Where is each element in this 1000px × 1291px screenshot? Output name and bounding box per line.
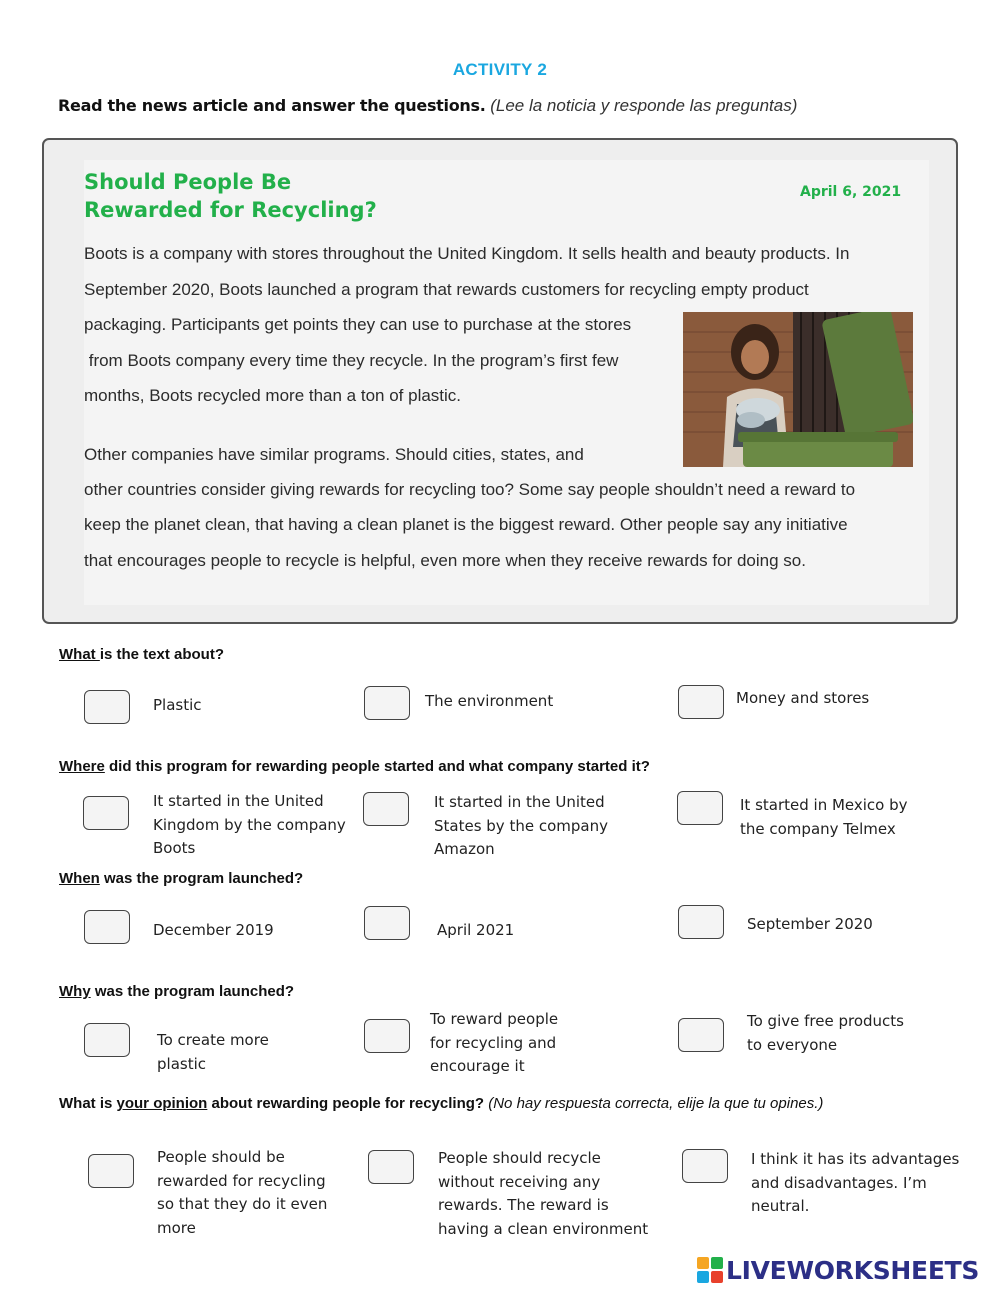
question-text: What is xyxy=(59,1095,117,1112)
question-keyword: What xyxy=(59,646,100,663)
question-text: about rewarding people for recycling? xyxy=(207,1095,489,1112)
answer-option: People should be rewarded for recycling so that they do it even more xyxy=(157,1148,328,1237)
answer-checkbox[interactable] xyxy=(364,906,410,940)
instructions-italic: (Lee la noticia y responde las preguntas) xyxy=(490,96,798,115)
answer-option: Plastic xyxy=(153,696,202,714)
question-note: (No hay respuesta correcta, elije la que tu opines.) xyxy=(488,1095,824,1112)
answer-checkbox[interactable] xyxy=(677,791,723,825)
answer-checkbox[interactable] xyxy=(678,685,724,719)
answer-checkbox[interactable] xyxy=(88,1154,134,1188)
question-text: was the program launched? xyxy=(90,983,295,1000)
question-4 xyxy=(59,983,294,1000)
article-line: Other companies have similar programs. Should cities, states, and xyxy=(84,445,584,464)
question-keyword: Why xyxy=(59,983,91,1000)
article-line: from Boots company every time they recycle. In the program’s first few xyxy=(84,351,619,370)
answer-checkbox[interactable] xyxy=(678,1018,724,1052)
question-5 xyxy=(59,1095,823,1112)
answer-checkbox[interactable] xyxy=(682,1149,728,1183)
article-line: September 2020, Boots launched a program that rewards customers for recycling empty product xyxy=(84,280,809,299)
answer-option: Money and stores xyxy=(736,689,870,707)
article-line: Boots is a company with stores throughout the United Kingdom. It sells health and beauty products. In xyxy=(84,244,850,263)
question-text: is the text about? xyxy=(99,646,225,663)
instructions xyxy=(58,96,797,116)
article-title-line: Rewarded for Recycling? xyxy=(84,198,377,222)
activity-title: ACTIVITY 2 xyxy=(452,60,548,79)
instructions-bold: Read the news article and answer the questions. xyxy=(58,96,486,115)
answer-option: December 2019 xyxy=(153,921,274,939)
article-line: keep the planet clean, that having a clean planet is the biggest reward. Other people say any initiative xyxy=(84,515,848,534)
answer-option: It started in the United Kingdom by the company Boots xyxy=(153,792,346,857)
article-line: other countries consider giving rewards for recycling too? Some say people shouldn’t need a reward to xyxy=(84,480,856,499)
question-text: was the program launched? xyxy=(99,870,304,887)
article-line: months, Boots recycled more than a ton of plastic. xyxy=(84,386,462,405)
answer-checkbox[interactable] xyxy=(364,686,410,720)
question-keyword: When xyxy=(59,870,100,887)
brand-name: LIVEWORKSHEETS xyxy=(726,1255,980,1285)
answer-checkbox[interactable] xyxy=(84,1023,130,1057)
answer-checkbox[interactable] xyxy=(84,910,130,944)
article-date: April 6, 2021 xyxy=(800,184,902,200)
answer-option: It started in the United States by the company Amazon xyxy=(434,793,608,858)
answer-option: People should recycle without receiving any rewards. The reward is having a clean environment xyxy=(438,1149,649,1238)
answer-checkbox[interactable] xyxy=(368,1150,414,1184)
answer-option: I think it has its advantages and disadvantages. I’m neutral. xyxy=(751,1150,960,1215)
question-keyword: your opinion xyxy=(116,1095,208,1112)
answer-option: The environment xyxy=(425,692,554,710)
answer-option: It started in Mexico by the company Telmex xyxy=(740,796,908,838)
answer-option: To give free products to everyone xyxy=(747,1012,904,1054)
answer-checkbox[interactable] xyxy=(678,905,724,939)
answer-checkbox[interactable] xyxy=(83,796,129,830)
brand-logo xyxy=(697,1254,979,1286)
answer-option: April 2021 xyxy=(437,921,515,939)
liveworksheets-icon xyxy=(697,1257,723,1283)
question-1 xyxy=(59,646,224,663)
article-title-line: Should People Be xyxy=(84,170,292,194)
article-line: that encourages people to recycle is helpful, even more when they receive rewards for doing so. xyxy=(84,551,806,570)
article-photo xyxy=(683,312,913,467)
answer-option: To create more plastic xyxy=(157,1031,269,1073)
question-2 xyxy=(59,758,650,775)
answer-checkbox[interactable] xyxy=(84,690,130,724)
answer-checkbox[interactable] xyxy=(363,792,409,826)
answer-option: September 2020 xyxy=(747,915,873,933)
question-keyword: Where xyxy=(59,758,105,775)
answer-option: To reward people for recycling and encourage it xyxy=(430,1010,559,1075)
question-text: did this program for rewarding people started and what company started it? xyxy=(104,758,650,775)
question-3 xyxy=(59,870,303,887)
answer-checkbox[interactable] xyxy=(364,1019,410,1053)
article-title xyxy=(84,168,464,224)
article-line: packaging. Participants get points they can use to purchase at the stores xyxy=(84,315,632,334)
